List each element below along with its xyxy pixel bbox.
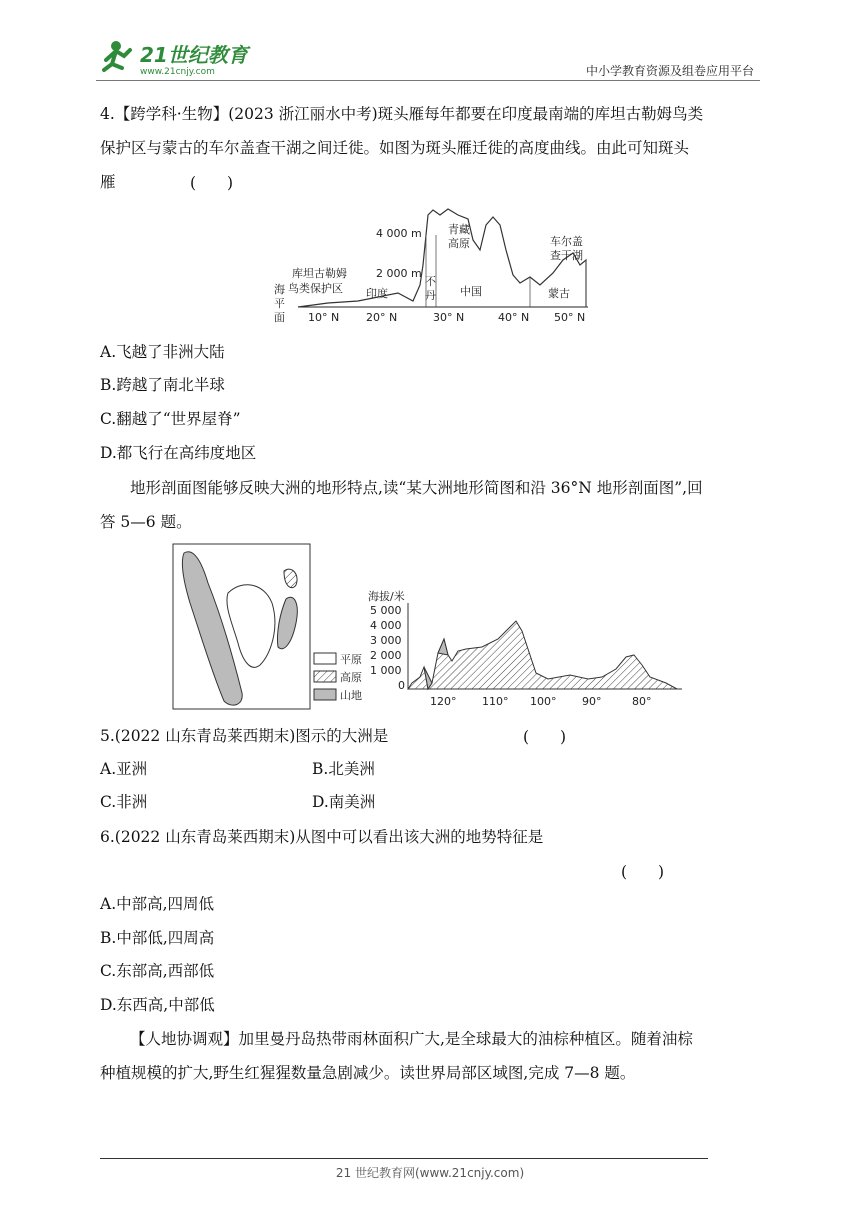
q6-stem: 6.(2022 山东青岛莱西期末)从图中可以看出该大洲的地势特征是 (100, 828, 544, 846)
profile-y-3000: 3 000 (370, 634, 402, 647)
legend-plateau: 高原 (340, 671, 362, 684)
profile-y-1000: 1 000 (370, 664, 402, 677)
q6-option-a: A.中部高,四周低 (100, 895, 215, 913)
y-tick-4000: 4 000 m (376, 227, 422, 240)
profile-x-110: 110° (482, 695, 509, 708)
q4-line1: 4.【跨学科·生物】(2023 浙江丽水中考)斑头雁每年都要在印度最南端的库坦古勒姆鸟类 (100, 105, 704, 123)
header-platform-name: 中小学教育资源及组卷应用平台 (585, 64, 754, 78)
intro56-line2: 答 5—6 题。 (100, 513, 192, 531)
profile-x-120: 120° (430, 695, 457, 708)
peak-qingzang-1: 青藏 (448, 223, 470, 236)
region-mongolia: 蒙古 (548, 287, 570, 300)
region-bhutan-1: 不 (425, 275, 436, 288)
q4-line3: 雁 (100, 173, 116, 191)
region-kutan-1: 库坦古勒姆 (292, 267, 347, 280)
region-india: 印度 (366, 287, 388, 300)
profile-y-5000: 5 000 (370, 604, 402, 617)
legend-plain-swatch (314, 653, 336, 664)
x-tick-10: 10° N (308, 311, 340, 324)
q4-line2: 保护区与蒙古的车尔盖查干湖之间迁徙。如图为斑头雁迁徙的高度曲线。由此可知斑头 (100, 139, 690, 157)
intro78-line1: 【人地协调观】加里曼丹岛热带雨林面积广大,是全球最大的油棕种植区。随着油棕 (130, 1030, 693, 1048)
region-bhutan-2: 丹 (425, 289, 436, 302)
site-logo (96, 38, 266, 78)
y-label-3: 面 (274, 311, 285, 324)
logo-text: 21世纪教育 (140, 43, 248, 67)
runner-icon (104, 50, 130, 70)
profile-y-0: 0 (398, 679, 405, 692)
q5-option-a: A.亚洲 (100, 760, 148, 778)
x-tick-30: 30° N (433, 311, 465, 324)
header-divider (96, 80, 760, 81)
profile-x-100: 100° (530, 695, 557, 708)
q4-option-d: D.都飞行在高纬度地区 (100, 444, 257, 462)
profile-y-2000: 2 000 (370, 649, 402, 662)
legend-plain: 平原 (340, 653, 362, 666)
q4-answer-paren: ( ) (190, 174, 234, 192)
legend-mountain-swatch (314, 689, 336, 700)
y-label-1: 海 (274, 283, 285, 296)
continent-figure (172, 543, 692, 713)
q5-option-c: C.非洲 (100, 793, 148, 811)
q4-option-b: B.跨越了南北半球 (100, 376, 225, 394)
y-label-2: 平 (274, 297, 285, 310)
y-tick-2000: 2 000 m (376, 267, 422, 280)
region-kutan-2: 鸟类保护区 (288, 282, 343, 295)
profile-x-90: 90° (582, 695, 602, 708)
x-tick-20: 20° N (366, 311, 398, 324)
profile-y-4000: 4 000 (370, 619, 402, 632)
q6-option-b: B.中部低,四周高 (100, 929, 215, 947)
x-tick-40: 40° N (498, 311, 530, 324)
intro56-line1: 地形剖面图能够反映大洲的地形特点,读“某大洲地形简图和沿 36°N 地形剖面图”,回 (130, 479, 703, 497)
legend-plateau-swatch (314, 671, 336, 682)
q6-option-d: D.东西高,中部低 (100, 996, 215, 1014)
peak-chaganhu-2: 查干湖 (550, 249, 583, 262)
migration-altitude-figure (268, 205, 593, 330)
region-china: 中国 (460, 285, 482, 298)
legend-mountain: 山地 (340, 689, 362, 702)
q5-stem: 5.(2022 山东青岛莱西期末)图示的大洲是 (100, 727, 389, 745)
peak-chaganhu-1: 车尔盖 (550, 235, 583, 248)
profile-y-label: 海拔/米 (368, 590, 405, 603)
intro78-line2: 种植规模的扩大,野生红猩猩数量急剧减少。读世界局部区域图,完成 7—8 题。 (100, 1064, 636, 1082)
footer-source: 21 世纪教育网(www.21cnjy.com) (335, 1166, 525, 1180)
q6-option-c: C.东部高,西部低 (100, 962, 215, 980)
footer-divider (100, 1158, 708, 1159)
q5-answer-paren: ( ) (523, 728, 567, 746)
q4-option-c: C.翻越了“世界屋脊” (100, 410, 241, 428)
peak-qingzang-2: 高原 (448, 237, 470, 250)
x-tick-50: 50° N (554, 311, 586, 324)
logo-url: www.21cnjy.com (140, 67, 215, 77)
q5-option-d: D.南美洲 (312, 793, 376, 811)
q5-option-b: B.北美洲 (312, 760, 375, 778)
q4-option-a: A.飞越了非洲大陆 (100, 343, 225, 361)
q6-answer-paren: ( ) (621, 863, 665, 881)
profile-x-80: 80° (632, 695, 652, 708)
